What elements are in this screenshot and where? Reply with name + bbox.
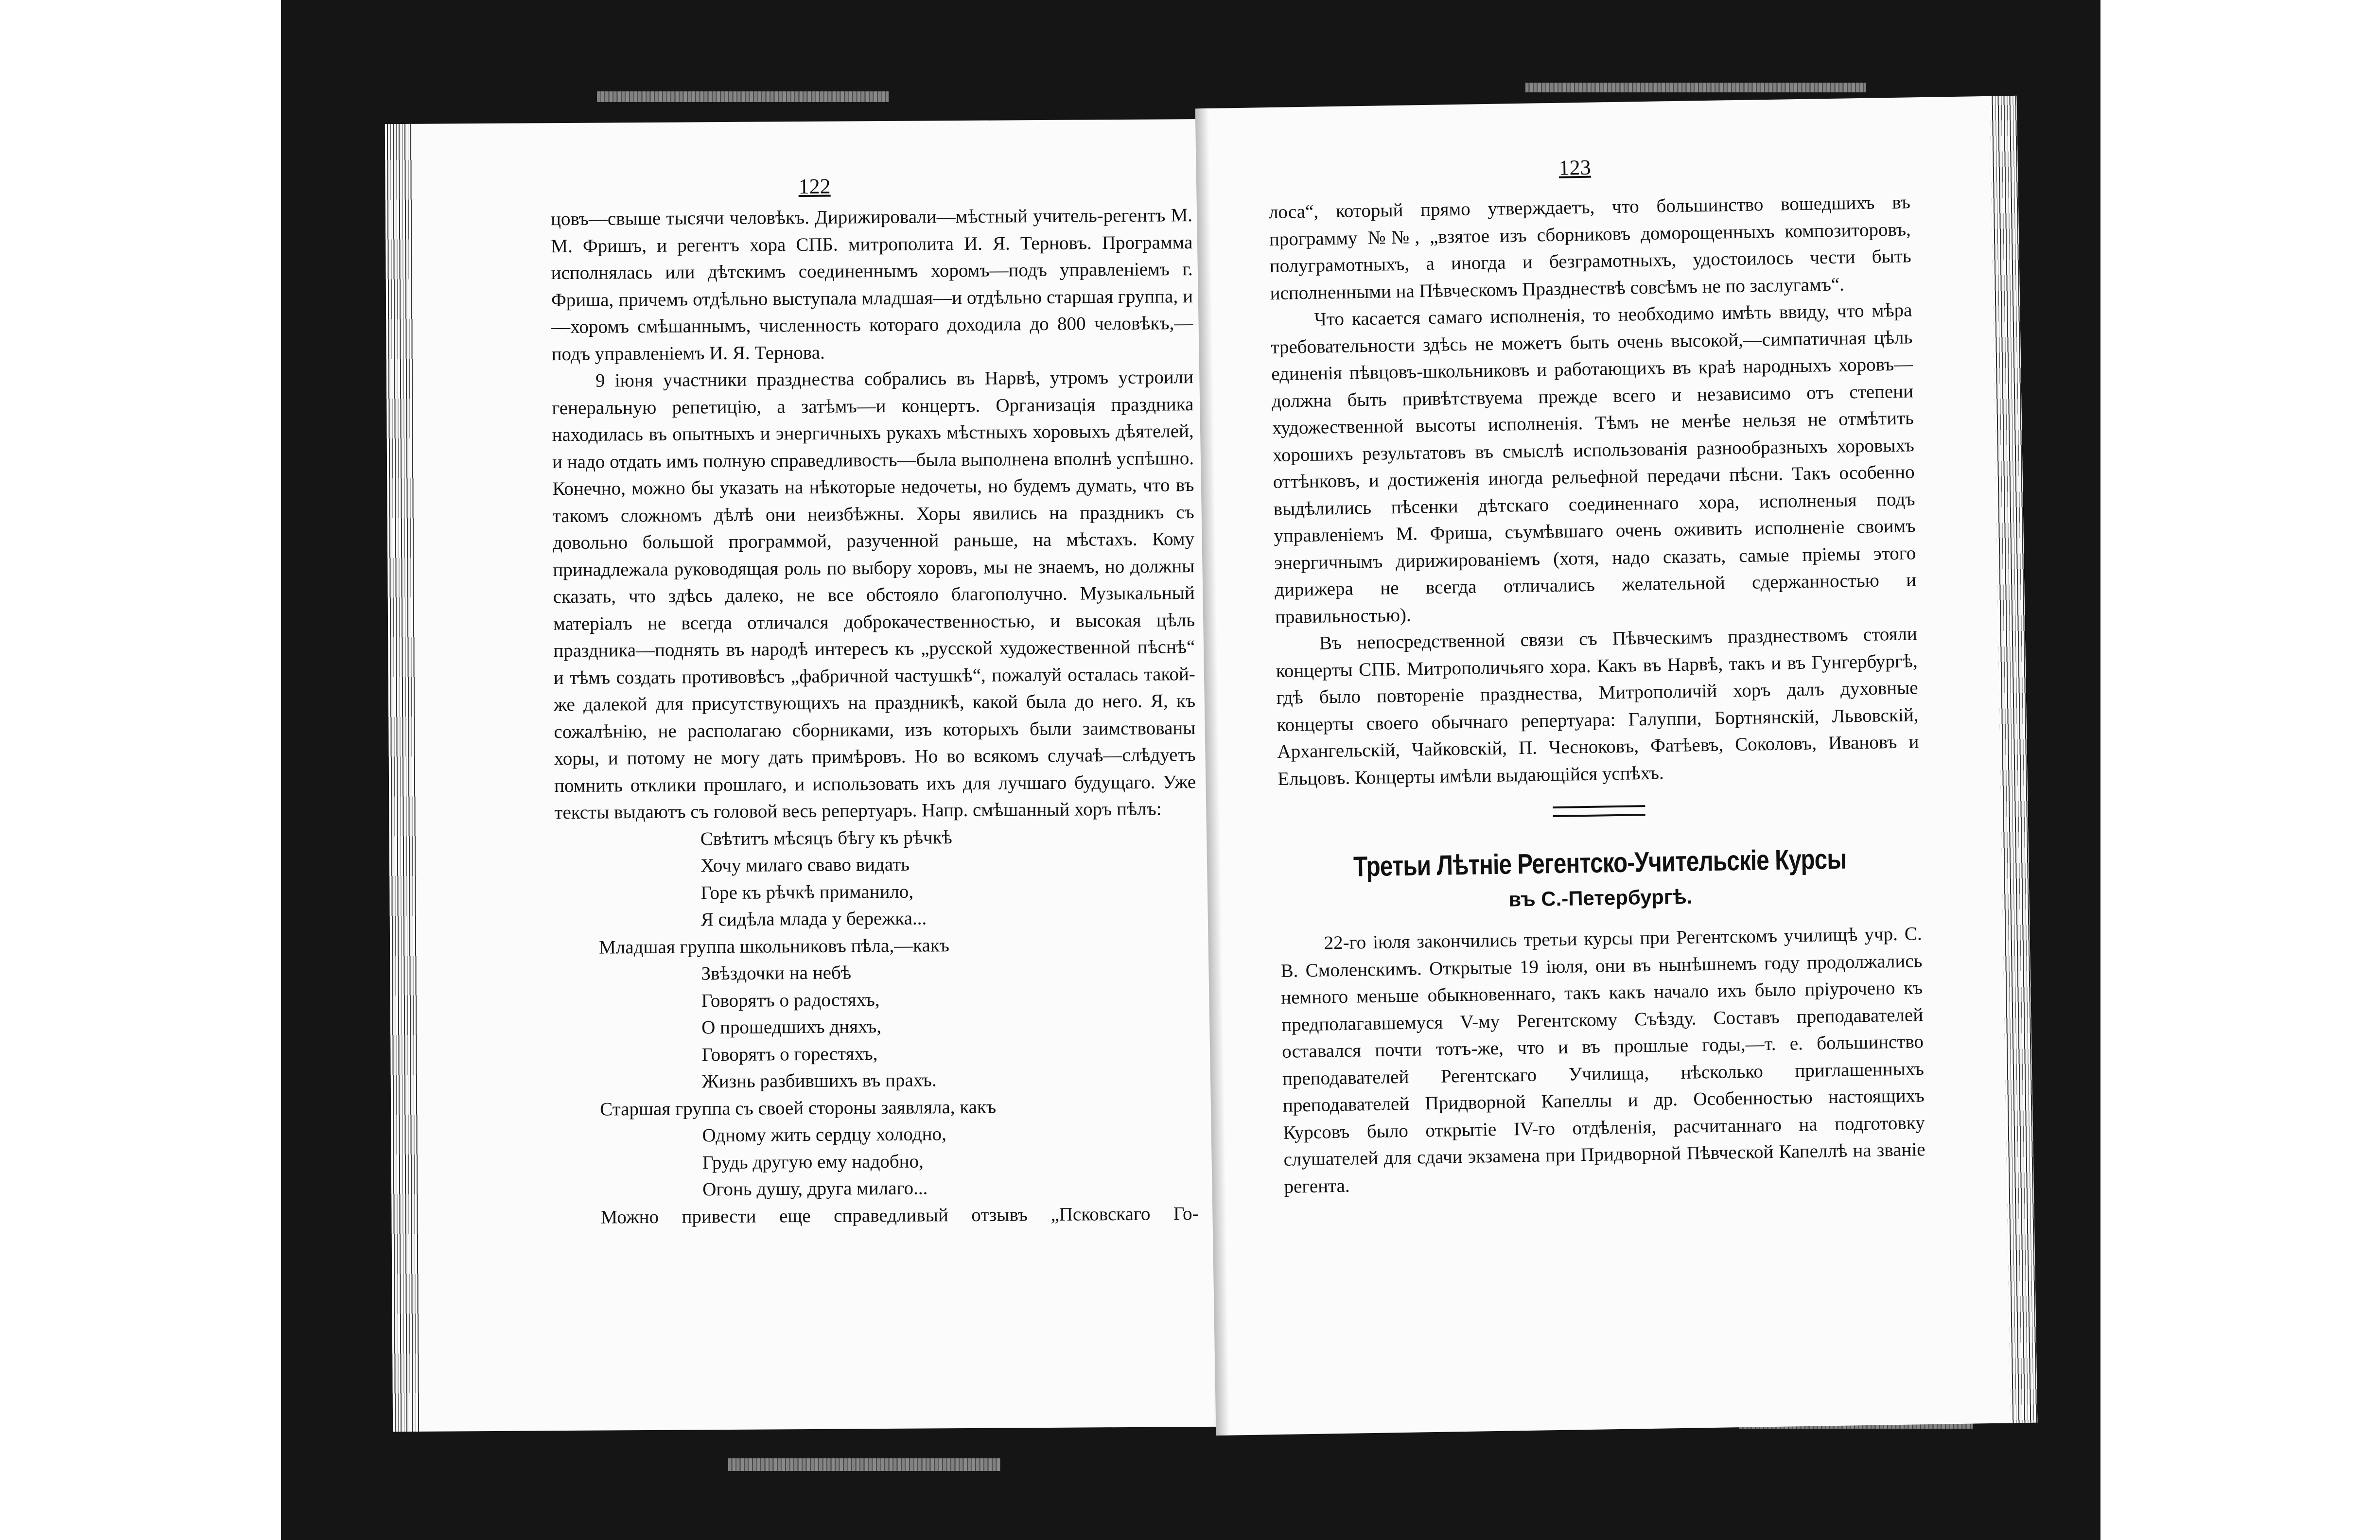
paragraph: цовъ—свыше тысячи человѣкъ. Дирижировали—мѣстный учитель-регентъ М. М. Фришъ, и регентъ хора СПБ. митрополита И. Я. Терновъ. Программа исполнялась или дѣтскимъ соединеннымъ хоромъ—подъ управленіемъ г. Фриша, причемъ отдѣльно выступала младшая—и отдѣльно старшая группа, и—хоромъ смѣшаннымъ, численность котораго доходила до 800 человѣкъ,—подъ управленіемъ И. Я. Тернова. bbox=[550, 205, 1193, 365]
paragraph: Въ непосредственной связи съ Пѣвческимъ празднествомъ стояли концерты СПБ. Митрополичьяго хора. Какъ въ Нарвѣ, такъ и въ Гунгербургѣ, гдѣ было повтореніе празднества, Митрополичій хоръ далъ духовные концерты своего обычнаго репертуара: Галуппи, Бортнянскій, Львовскій, Архангельскій, Чайковскій, П. Чесноковъ, Фатѣевъ, Соколовъ, Ивановъ и Ельцовъ. Концерты имѣли выдающійся успѣхъ. bbox=[1276, 623, 1919, 789]
scan-noise-top-right bbox=[1525, 83, 1866, 92]
verse-line: Жизнь разбившихъ въ прахъ. bbox=[701, 1069, 937, 1092]
verse-line: Свѣтитъ мѣсяцъ бѣгу къ рѣчкѣ bbox=[700, 826, 952, 849]
verse-line: Звѣздочки на небѣ bbox=[701, 962, 852, 984]
verse-line: Говорятъ о горестяхъ, bbox=[701, 1043, 878, 1065]
section-divider bbox=[1553, 805, 1645, 817]
section-heading: Третьи Лѣтніе Регентско-Учительскіе Курсы bbox=[1353, 843, 1847, 883]
section-subheading: въ С.-Петербургѣ. bbox=[1508, 885, 1693, 911]
verse-line: Говорятъ о радостяхъ, bbox=[701, 989, 880, 1011]
scan-noise-bottom-left bbox=[728, 1458, 1000, 1471]
left-page bbox=[385, 119, 1227, 1432]
right-page-text bbox=[1269, 189, 1926, 1200]
verse-line: Хочу милаго сваво видать bbox=[700, 854, 910, 876]
verse-block bbox=[555, 822, 1199, 1204]
verse-intro: Младшая группа школьниковъ пѣла,—какъ bbox=[599, 934, 950, 958]
right-page bbox=[1195, 96, 2038, 1435]
page-number: 123 bbox=[1558, 155, 1592, 180]
page-edge bbox=[385, 124, 420, 1432]
verse-line: Одному жить сердцу холодно, bbox=[702, 1123, 946, 1146]
paragraph: Можно привести еще справедливый отзывъ „Псковскаго Го- bbox=[600, 1203, 1199, 1228]
page-number: 122 bbox=[798, 174, 831, 199]
scan-noise-top-left bbox=[597, 91, 889, 102]
paragraph: лоса“, который прямо утверждаетъ, что большинство вошедшихъ въ программу №№, „взятое изъ сборниковъ доморощенныхъ композиторовъ, полуграмотныхъ, а иногда и безграмотныхъ, удостоилось чести быть исполненными на Пѣвческомъ Празднествѣ совсѣмъ не по заслугамъ“. bbox=[1268, 192, 1911, 304]
page-edge bbox=[1990, 96, 2037, 1423]
paragraph: 22-го іюля закончились третьи курсы при Регентскомъ училищѣ учр. С. В. Смоленскимъ. Открытые 19 іюля, они въ нынѣшнемъ году продолжались немного меньше обыкновеннаго, такъ какъ начало ихъ было пріурочено къ предполагавшемуся V-му Регентскому Съѣзду. Составъ преподавателей оставался почти тотъ-же, что и въ прошлые годы,—т. е. большинство преподавателей Регентскаго Училища, нѣсколько приглашенныхъ преподавателей Придворной Капеллы и др. Особенностью настоящихъ Курсовъ было открытіе IV-го отдѣленія, расчитаннаго на подготовку слушателей для сдачи экзамена при Придворной Пѣвческой Капеллѣ на званіе регента. bbox=[1280, 923, 1925, 1197]
paragraph: 9 іюня участники празднества собрались въ Нарвѣ, утромъ устроили генеральную репетицію, а затѣмъ—и концертъ. Организація праздника находилась въ опытныхъ и энергичныхъ рукахъ мѣстныхъ хоровыхъ дѣятелей, и надо отдать имъ полную справедливость—была выполнена вполнѣ успѣшно. Конечно, можно бы указать на нѣкоторые недочеты, но будемъ думать, что въ такомъ сложномъ дѣлѣ они неизбѣжны. Хоры явились на праздникъ съ довольно большой программой, разученной раньше, на мѣстахъ. Кому принадлежала руководящая роль по выбору хоровъ, мы не знаемъ, но должны сказать, что здѣсь далеко, не все обстояло благополучно. Музыкальный матеріалъ не всегда отличался доброкачественностью, и высокая цѣль праздника—поднять въ народѣ интересъ къ „русской художественной пѣснѣ“ и тѣмъ создать противовѣсъ „фабричной частушкѣ“, пожалуй осталась такой-же далекой для присутствующихъ на праздникѣ, какой была до него. Я, къ сожалѣнію, не располагаю сборниками, изъ которыхъ были заимствованы хоры, и потому не могу дать примѣровъ. Но во всякомъ случаѣ—слѣдуетъ помнить отклики прошлаго, и использовать ихъ для лучшаго будущаго. Уже тексты выдаютъ съ головой весь репертуаръ. Напр. смѣшанный хоръ пѣлъ: bbox=[552, 367, 1196, 823]
verse-line: О прошедшихъ дняхъ, bbox=[701, 1016, 882, 1038]
verse-line: Горе къ рѣчкѣ приманило, bbox=[700, 881, 914, 903]
verse-intro: Старшая группа съ своей стороны заявляла, какъ bbox=[600, 1096, 997, 1120]
verse-line: Грудь другую ему надобно, bbox=[702, 1151, 924, 1173]
scan-background bbox=[281, 0, 2100, 1540]
left-page-text bbox=[551, 202, 1199, 1231]
verse-line: Огонь душу, друга милаго... bbox=[702, 1177, 928, 1200]
paragraph: Что касается самаго исполненія, то необходимо имѣть ввиду, что мѣра требовательности здѣсь не можетъ быть очень высокой,—симпатичная цѣль единенія пѣвцовъ-школьниковъ и работающихъ въ краѣ народныхъ хоровъ—должна быть привѣтствуема прежде всего и независимо отъ степени художественной высоты исполненія. Тѣмъ не менѣе нельзя не отмѣтить хорошихъ результатовъ въ смыслѣ использованія разнообразныхъ хоровыхъ оттѣнковъ, и достиженія иногда рельефной передачи пѣсни. Такъ особенно выдѣлились пѣсенки дѣтскаго соединеннаго хора, исполненыя подъ управленіемъ М. Фриша, съумѣвшаго очень оживить исполненіе своимъ энергичнымъ дирижированіемъ (хотя, надо сказать, самые пріемы этого дирижера не всегда отличались желательной сдержанностью и правильностью). bbox=[1271, 299, 1917, 628]
verse-line: Я сидѣла млада у бережка... bbox=[700, 908, 927, 930]
